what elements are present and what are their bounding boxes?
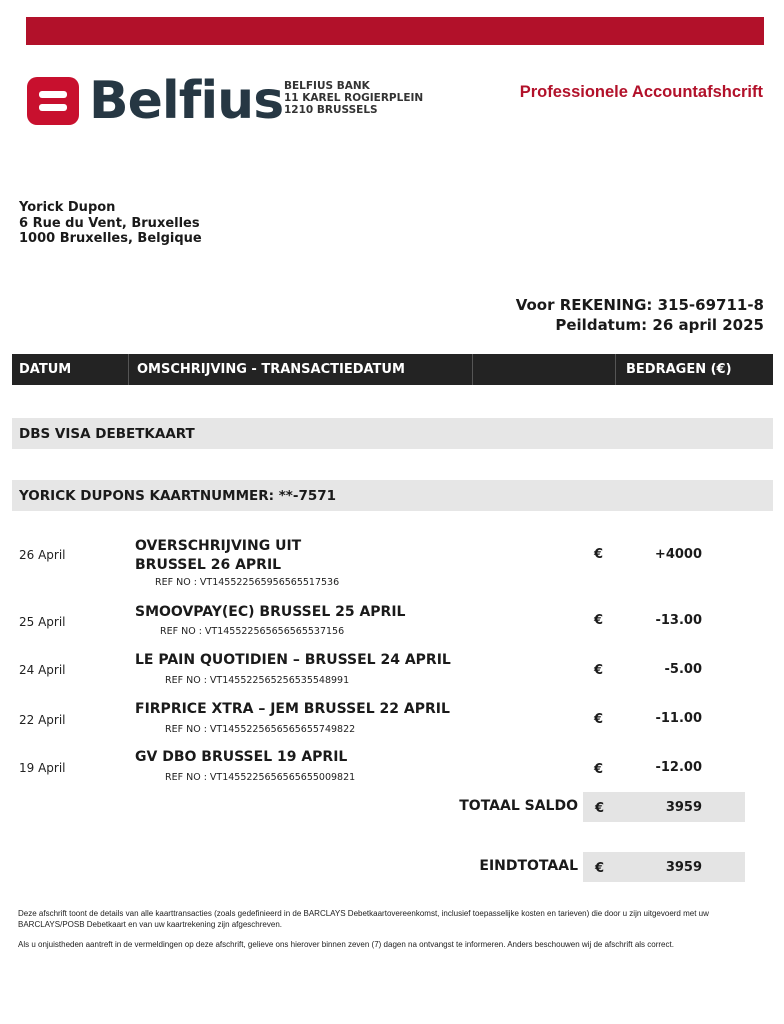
header-amounts: BEDRAGEN (€) [626,362,732,377]
document-title: Professionele Accountafshcrift [519,83,763,101]
row-reference: REF NO : VT14552256525653554899​1 [165,675,350,686]
total-balance-value: 3959 [665,800,702,815]
row-description [135,537,301,575]
row-reference: REF NO : VT14552256595656551753​6 [155,577,340,588]
customer-address [19,200,202,247]
row-amount: -13.00 [655,613,702,628]
row-date: 25 April [19,615,66,629]
bank-line: 1210 BRUSSELS [284,104,378,116]
row-description: GV DBO BRUSSEL 19 APRIL [135,749,348,765]
row-description: LE PAIN QUOTIDIEN – BRUSSEL 24 APRIL [135,652,451,668]
row-reference: REF NO : VT14552256565656550098​21 [165,772,356,783]
section-card-label: DBS VISA DEBETKAART [19,426,195,442]
row-date: 22 April [19,713,66,727]
brand-name: Belfius [89,71,284,131]
section-card-type [12,418,773,449]
row-desc-line: BRUSSEL 26 APRIL [135,557,282,573]
footer-notice: Als u onjuistheden aantreft in de vermeldingen op deze afschrift, gelieve ons hierover binnen zeven (7) dagen na ontvangst te informeren. Anders beschouwen wij de afschrift als correct. [18,940,674,949]
row-currency: € [594,663,604,678]
row-description: FIRPRICE XTRA – JEM BRUSSEL 22 APRIL [135,701,450,717]
total-balance-label: TOTAAL SALDO [459,798,578,814]
row-amount: -5.00 [664,662,702,677]
grand-total-label: EINDTOTAAL [479,858,578,874]
customer-city: 1000 Bruxelles, Belgique [19,231,202,246]
row-amount: +4000 [654,547,702,562]
belfius-logo [27,71,284,131]
row-currency: € [594,762,604,777]
section-card-holder [12,480,773,511]
belfius-logo-icon [27,77,79,125]
row-reference: REF NO : VT14552256565656557498​22 [165,724,356,735]
row-date: 19 April [19,761,66,775]
row-desc-line: OVERSCHRIJVING UIT [135,538,302,554]
row-date: 26 April [19,548,66,562]
section-holder-label: YORICK DUPONS KAARTNUMMER: **-7571 [19,488,337,504]
row-amount: -12.00 [655,760,702,775]
grand-total-box [583,852,745,882]
account-number: Voor REKENING: 315-69711-8 [515,296,764,314]
header-description: OMSCHRIJVING - TRANSACTIEDATUM [137,362,405,377]
header-date: DATUM [19,362,72,377]
bank-address [284,80,423,116]
row-reference: REF NO : VT14552256565656553715​6 [160,626,345,637]
table-header [12,354,773,385]
statement-date: Peildatum: 26 april 2025 [555,316,764,334]
customer-street: 6 Rue du Vent, Bruxelles [19,215,200,231]
row-description: SMOOVPAY(EC) BRUSSEL 25 APRIL [135,604,406,620]
grand-total-currency: € [595,861,605,876]
footer-disclaimer: Deze afschrift toont de details van alle kaarttransacties (zoals gedefinieerd in de BARCLAYS Debetkaartovereenkomst, inclusief toepasselijke kosten en tarieven) die door u zijn uitgevoerd met uw BARCLAYS/POSB Debetkaart en van uw kaartrekening zijn afgeschreven. [18,909,709,929]
row-amount: -11.00 [655,711,702,726]
row-currency: € [594,613,604,628]
row-date: 24 April [19,663,66,677]
account-info [516,295,764,335]
bank-line: 11 KAREL ROGIERPLEIN [284,92,424,104]
row-currency: € [594,712,604,727]
grand-total-value: 3959 [665,860,702,875]
total-balance-currency: € [595,801,605,816]
top-accent-bar [26,17,764,45]
row-currency: € [594,547,604,562]
total-balance-box [583,792,745,822]
bank-line: BELFIUS BANK [284,80,370,92]
customer-name: Yorick Dupon [19,200,116,215]
